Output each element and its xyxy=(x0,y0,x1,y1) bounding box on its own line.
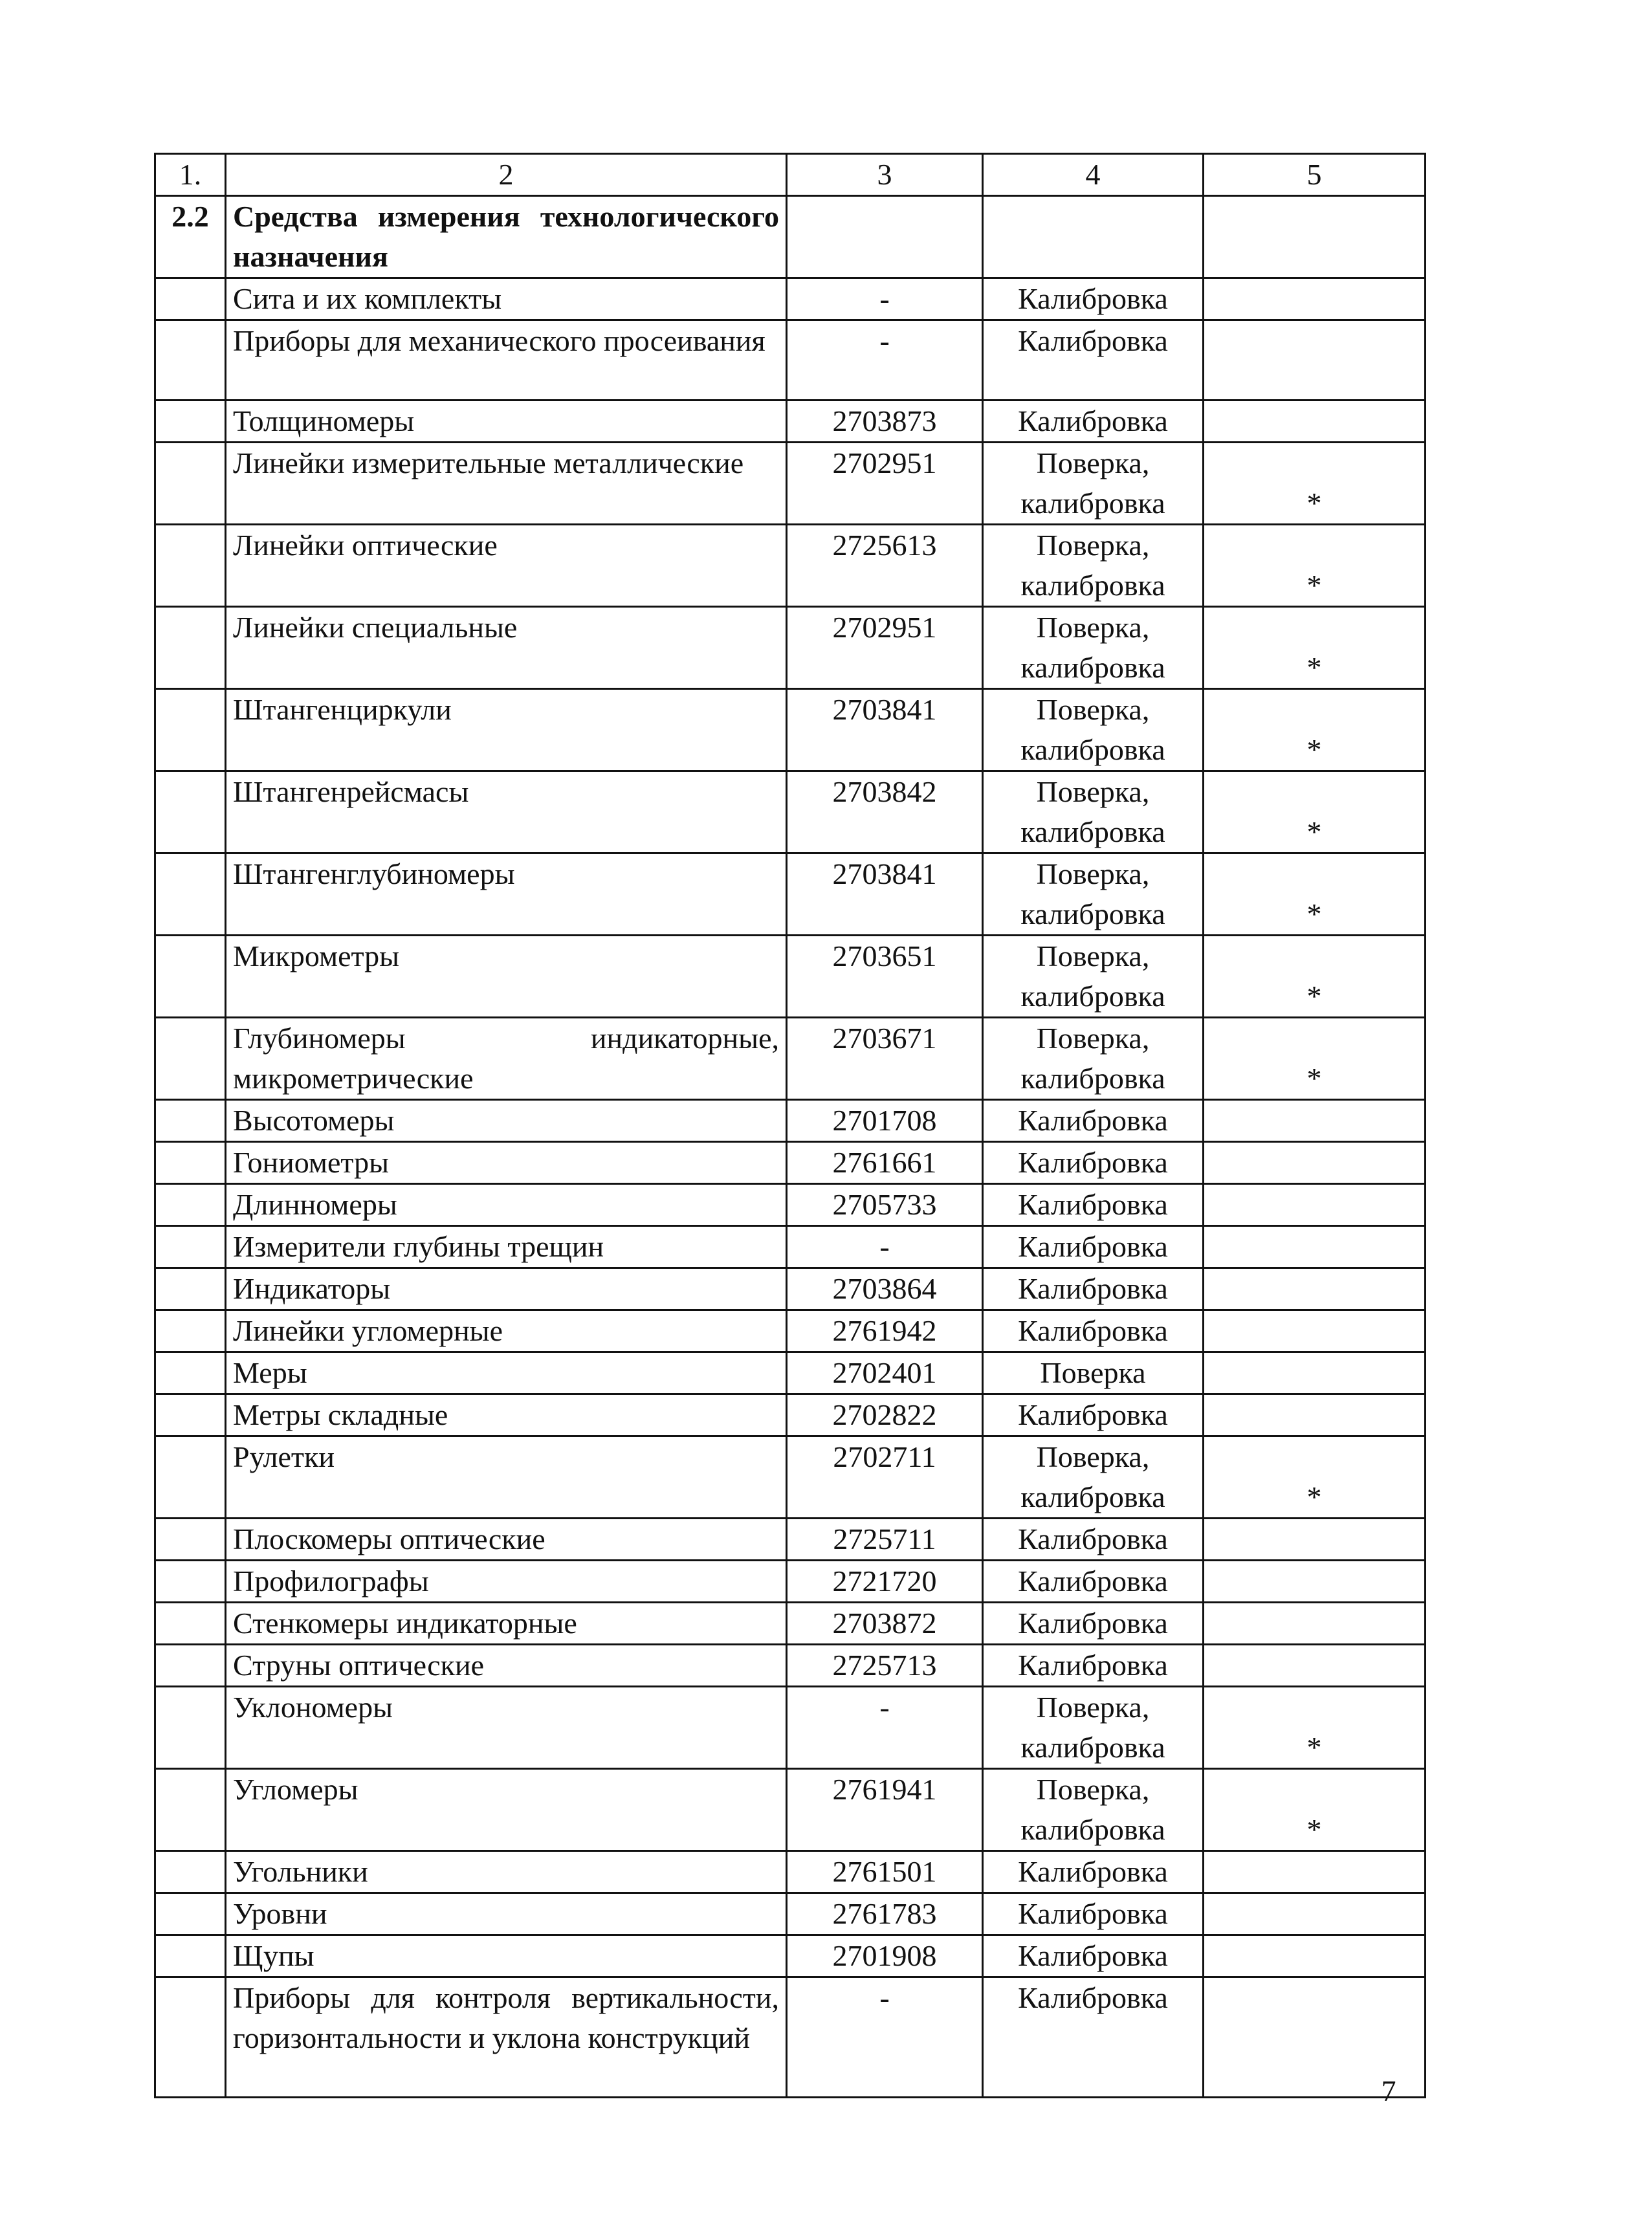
verification-type: Калибровка xyxy=(983,1851,1204,1893)
verification-type: Калибровка xyxy=(983,401,1204,443)
row-number xyxy=(155,936,226,1018)
table-row xyxy=(155,1436,1426,1519)
mark-cell: * xyxy=(1204,1769,1426,1851)
mark-cell xyxy=(1204,1142,1426,1184)
row-number xyxy=(155,1310,226,1352)
row-number xyxy=(155,1893,226,1935)
instrument-code: 2725713 xyxy=(787,1645,983,1687)
row-number xyxy=(155,1603,226,1645)
table-row xyxy=(155,1310,1426,1352)
table-row xyxy=(155,443,1426,525)
table-row xyxy=(155,1142,1426,1184)
instrument-code: 2701708 xyxy=(787,1100,983,1142)
mark-cell: * xyxy=(1204,607,1426,689)
table-row xyxy=(155,689,1426,771)
row-number xyxy=(155,401,226,443)
instrument-code xyxy=(787,196,983,278)
instrument-name: Профилографы xyxy=(226,1561,787,1603)
table-row xyxy=(155,1394,1426,1436)
table-row xyxy=(155,1226,1426,1268)
verification-type: Поверка, калибровка xyxy=(983,1018,1204,1100)
table-row xyxy=(155,1603,1426,1645)
instrument-name: Измерители глубины трещин xyxy=(226,1226,787,1268)
verification-type: Поверка, калибровка xyxy=(983,1687,1204,1769)
instrument-name: Щупы xyxy=(226,1935,787,1977)
table-row xyxy=(155,1018,1426,1100)
instrument-code: - xyxy=(787,320,983,401)
instrument-name: Средства измерения технологического назначения xyxy=(226,196,787,278)
instrument-code: 2702401 xyxy=(787,1352,983,1394)
verification-type: Калибровка xyxy=(983,1142,1204,1184)
instrument-name: Метры складные xyxy=(226,1394,787,1436)
verification-type: Поверка, калибровка xyxy=(983,443,1204,525)
instrument-name: Линейки угломерные xyxy=(226,1310,787,1352)
instrument-name: Штангенциркули xyxy=(226,689,787,771)
row-number xyxy=(155,1851,226,1893)
row-number xyxy=(155,278,226,320)
verification-type: Поверка, калибровка xyxy=(983,525,1204,607)
mark-cell xyxy=(1204,320,1426,401)
mark-cell xyxy=(1204,1519,1426,1561)
mark-cell: * xyxy=(1204,1687,1426,1769)
table-row xyxy=(155,525,1426,607)
instrument-code: 2703841 xyxy=(787,853,983,936)
instrument-code: 2702711 xyxy=(787,1436,983,1519)
verification-type: Поверка, калибровка xyxy=(983,771,1204,853)
mark-cell: * xyxy=(1204,853,1426,936)
table-row xyxy=(155,1687,1426,1769)
instrument-code: 2725613 xyxy=(787,525,983,607)
instrument-name: Рулетки xyxy=(226,1436,787,1519)
verification-type: Калибровка xyxy=(983,1561,1204,1603)
header-col-4: 4 xyxy=(983,154,1204,196)
table-row xyxy=(155,1519,1426,1561)
row-number: 2.2 xyxy=(155,196,226,278)
instrument-code: - xyxy=(787,1226,983,1268)
table-row xyxy=(155,1893,1426,1935)
row-number xyxy=(155,1977,226,2098)
mark-cell xyxy=(1204,1893,1426,1935)
row-number xyxy=(155,320,226,401)
header-col-2: 2 xyxy=(226,154,787,196)
instrument-code: 2703841 xyxy=(787,689,983,771)
instrument-name: Штангенглубиномеры xyxy=(226,853,787,936)
instrument-code: - xyxy=(787,278,983,320)
instrument-name: Высотомеры xyxy=(226,1100,787,1142)
instrument-code: 2761501 xyxy=(787,1851,983,1893)
mark-cell xyxy=(1204,1394,1426,1436)
instruments-table xyxy=(154,153,1426,2098)
instrument-name: Длинномеры xyxy=(226,1184,787,1226)
row-number xyxy=(155,771,226,853)
table-row xyxy=(155,1935,1426,1977)
table-row xyxy=(155,1100,1426,1142)
row-number xyxy=(155,1142,226,1184)
verification-type: Поверка, калибровка xyxy=(983,853,1204,936)
table-row xyxy=(155,1561,1426,1603)
header-col-1: 1. xyxy=(155,154,226,196)
verification-type: Калибровка xyxy=(983,1268,1204,1310)
instrument-code: 2725711 xyxy=(787,1519,983,1561)
instrument-name: Приборы для контроля вертикальности, горизонтальности и уклона конструкций xyxy=(226,1977,787,2098)
row-number xyxy=(155,525,226,607)
row-number xyxy=(155,1561,226,1603)
mark-cell xyxy=(1204,278,1426,320)
verification-type: Калибровка xyxy=(983,1394,1204,1436)
instrument-name: Угольники xyxy=(226,1851,787,1893)
row-number xyxy=(155,607,226,689)
mark-cell xyxy=(1204,1603,1426,1645)
mark-cell xyxy=(1204,1226,1426,1268)
table-row xyxy=(155,853,1426,936)
row-number xyxy=(155,1100,226,1142)
table-row xyxy=(155,1184,1426,1226)
row-number xyxy=(155,689,226,771)
row-number xyxy=(155,1226,226,1268)
instrument-code: 2703864 xyxy=(787,1268,983,1310)
mark-cell xyxy=(1204,1561,1426,1603)
mark-cell xyxy=(1204,1935,1426,1977)
row-number xyxy=(155,1184,226,1226)
instrument-name: Уровни xyxy=(226,1893,787,1935)
mark-cell xyxy=(1204,196,1426,278)
mark-cell xyxy=(1204,1310,1426,1352)
verification-type xyxy=(983,196,1204,278)
mark-cell xyxy=(1204,1645,1426,1687)
verification-type: Поверка, калибровка xyxy=(983,936,1204,1018)
instrument-name: Индикаторы xyxy=(226,1268,787,1310)
table-row xyxy=(155,1977,1426,2098)
table-header-row xyxy=(155,154,1426,196)
table-row xyxy=(155,1851,1426,1893)
verification-type: Калибровка xyxy=(983,1977,1204,2098)
header-col-3: 3 xyxy=(787,154,983,196)
table-row xyxy=(155,607,1426,689)
mark-cell: * xyxy=(1204,771,1426,853)
verification-type: Калибровка xyxy=(983,320,1204,401)
table-row xyxy=(155,1268,1426,1310)
mark-cell xyxy=(1204,401,1426,443)
instrument-code: 2703671 xyxy=(787,1018,983,1100)
mark-cell xyxy=(1204,1184,1426,1226)
mark-cell: * xyxy=(1204,443,1426,525)
table-row xyxy=(155,320,1426,401)
table-row xyxy=(155,1645,1426,1687)
table-row xyxy=(155,936,1426,1018)
instrument-code: 2702951 xyxy=(787,607,983,689)
mark-cell xyxy=(1204,1268,1426,1310)
instrument-name: Меры xyxy=(226,1352,787,1394)
instrument-name: Уклономеры xyxy=(226,1687,787,1769)
row-number xyxy=(155,1018,226,1100)
row-number xyxy=(155,1645,226,1687)
table-row xyxy=(155,401,1426,443)
instrument-name: Микрометры xyxy=(226,936,787,1018)
instrument-code: 2761941 xyxy=(787,1769,983,1851)
instrument-code: 2721720 xyxy=(787,1561,983,1603)
row-number xyxy=(155,1935,226,1977)
instrument-code: 2761661 xyxy=(787,1142,983,1184)
instrument-name: Гониометры xyxy=(226,1142,787,1184)
verification-type: Калибровка xyxy=(983,1100,1204,1142)
instrument-code: 2761942 xyxy=(787,1310,983,1352)
instrument-code: 2705733 xyxy=(787,1184,983,1226)
verification-type: Поверка, калибровка xyxy=(983,607,1204,689)
instrument-code: 2702951 xyxy=(787,443,983,525)
instrument-name: Толщиномеры xyxy=(226,401,787,443)
table-row xyxy=(155,196,1426,278)
instrument-name: Линейки измерительные металлические xyxy=(226,443,787,525)
mark-cell: * xyxy=(1204,936,1426,1018)
table-row xyxy=(155,771,1426,853)
row-number xyxy=(155,1769,226,1851)
instrument-name: Линейки оптические xyxy=(226,525,787,607)
instrument-code: 2701908 xyxy=(787,1935,983,1977)
header-col-5: 5 xyxy=(1204,154,1426,196)
verification-type: Калибровка xyxy=(983,1226,1204,1268)
page-number: 7 xyxy=(1381,2074,1396,2107)
verification-type: Калибровка xyxy=(983,1645,1204,1687)
instrument-code: - xyxy=(787,1687,983,1769)
row-number xyxy=(155,1394,226,1436)
mark-cell: * xyxy=(1204,1436,1426,1519)
instrument-code: 2702822 xyxy=(787,1394,983,1436)
verification-type: Поверка xyxy=(983,1352,1204,1394)
mark-cell xyxy=(1204,1352,1426,1394)
verification-type: Калибровка xyxy=(983,1603,1204,1645)
verification-type: Поверка, калибровка xyxy=(983,1769,1204,1851)
verification-type: Поверка, калибровка xyxy=(983,1436,1204,1519)
instrument-name: Плоскомеры оптические xyxy=(226,1519,787,1561)
table-row xyxy=(155,1769,1426,1851)
instrument-code: 2703651 xyxy=(787,936,983,1018)
verification-type: Калибровка xyxy=(983,1519,1204,1561)
table-row xyxy=(155,278,1426,320)
instrument-name: Струны оптические xyxy=(226,1645,787,1687)
mark-cell xyxy=(1204,1851,1426,1893)
verification-type: Калибровка xyxy=(983,1310,1204,1352)
instrument-name: Стенкомеры индикаторные xyxy=(226,1603,787,1645)
row-number xyxy=(155,853,226,936)
instrument-code: 2703872 xyxy=(787,1603,983,1645)
instrument-name: Угломеры xyxy=(226,1769,787,1851)
instrument-name: Глубиномеры индикаторные, микрометрические xyxy=(226,1018,787,1100)
instrument-name: Сита и их комплекты xyxy=(226,278,787,320)
mark-cell: * xyxy=(1204,525,1426,607)
mark-cell xyxy=(1204,1100,1426,1142)
row-number xyxy=(155,1687,226,1769)
row-number xyxy=(155,1519,226,1561)
instrument-name: Приборы для механического просеивания xyxy=(226,320,787,401)
verification-type: Калибровка xyxy=(983,278,1204,320)
mark-cell: * xyxy=(1204,1018,1426,1100)
instrument-code: 2703873 xyxy=(787,401,983,443)
row-number xyxy=(155,1352,226,1394)
mark-cell: * xyxy=(1204,689,1426,771)
instrument-name: Линейки специальные xyxy=(226,607,787,689)
table-row xyxy=(155,1352,1426,1394)
instrument-code: 2761783 xyxy=(787,1893,983,1935)
instrument-name: Штангенрейсмасы xyxy=(226,771,787,853)
row-number xyxy=(155,1268,226,1310)
row-number xyxy=(155,443,226,525)
instrument-code: - xyxy=(787,1977,983,2098)
verification-type: Калибровка xyxy=(983,1935,1204,1977)
verification-type: Поверка, калибровка xyxy=(983,689,1204,771)
row-number xyxy=(155,1436,226,1519)
verification-type: Калибровка xyxy=(983,1184,1204,1226)
instrument-code: 2703842 xyxy=(787,771,983,853)
verification-type: Калибровка xyxy=(983,1893,1204,1935)
